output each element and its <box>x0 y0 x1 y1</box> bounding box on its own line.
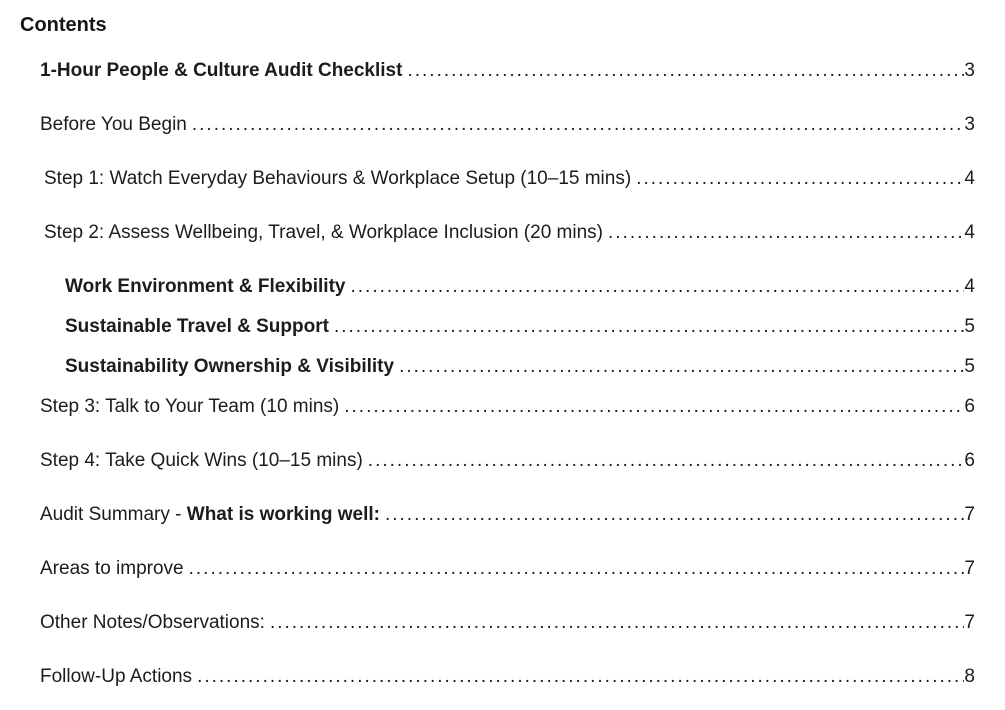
dot-leader <box>329 315 964 339</box>
dot-leader <box>380 503 964 527</box>
dot-leader <box>631 167 964 191</box>
page-number: 6 <box>964 396 975 417</box>
toc-entry[interactable] <box>65 315 975 339</box>
dot-leader <box>402 59 964 83</box>
toc-entry[interactable] <box>40 113 975 137</box>
toc-entry-segment: Step 2: Assess Wellbeing, Travel, & Workplace Inclusion (20 mins) <box>44 222 603 243</box>
page-number: 7 <box>964 504 975 525</box>
toc-entry[interactable] <box>40 395 975 419</box>
toc-entry-label <box>40 503 380 527</box>
dot-leader <box>187 113 965 137</box>
toc-entry-segment: Step 4: Take Quick Wins (10–15 mins) <box>40 450 363 471</box>
toc-entry[interactable] <box>40 665 975 689</box>
toc-entry[interactable] <box>40 59 975 83</box>
toc-entry-label <box>44 167 631 191</box>
page-number: 5 <box>964 356 975 377</box>
page-number: 7 <box>964 612 975 633</box>
toc-entry-segment: Sustainable Travel & Support <box>65 316 329 337</box>
toc-entry-label <box>65 355 394 379</box>
toc-entry-segment: Before You Begin <box>40 114 187 135</box>
toc-list <box>20 59 975 689</box>
toc-entry-label <box>40 395 339 419</box>
dot-leader <box>394 355 964 379</box>
toc-entry[interactable] <box>40 611 975 635</box>
toc-entry-label <box>65 315 329 339</box>
toc-entry[interactable] <box>44 221 975 245</box>
toc-entry-segment: What is working well: <box>186 504 380 525</box>
toc-entry-label <box>40 59 402 83</box>
page-number: 6 <box>964 450 975 471</box>
toc-entry-label <box>40 557 184 581</box>
dot-leader <box>339 395 964 419</box>
toc-entry-segment: Other Notes/Observations: <box>40 612 265 633</box>
toc-entry-segment: Follow-Up Actions <box>40 666 193 687</box>
toc-entry[interactable] <box>40 449 975 473</box>
dot-leader <box>192 665 964 689</box>
page-number: 8 <box>964 666 975 687</box>
toc-entry-label <box>44 221 603 245</box>
dot-leader <box>363 449 965 473</box>
page-number: 4 <box>964 222 975 243</box>
dot-leader <box>184 557 965 581</box>
toc-entry-segment: Step 3: Talk to Your Team (10 mins) <box>40 396 340 417</box>
toc-entry[interactable] <box>65 275 975 299</box>
toc-entry[interactable] <box>40 557 975 581</box>
page-number: 4 <box>964 168 975 189</box>
toc-entry-segment: Sustainability Ownership & Visibility <box>65 356 395 377</box>
page-number: 7 <box>964 558 975 579</box>
page-number: 3 <box>964 114 975 135</box>
dot-leader <box>265 611 964 635</box>
toc-title: Contents <box>20 14 107 36</box>
page-number: 4 <box>964 276 975 297</box>
toc-entry-label <box>40 611 265 635</box>
toc-entry-segment: Audit Summary - <box>40 504 187 525</box>
toc-entry[interactable] <box>40 503 975 527</box>
page-number: 3 <box>964 60 975 81</box>
toc-entry-label <box>40 113 187 137</box>
toc-entry-segment: 1-Hour People & Culture Audit Checklist <box>40 60 403 81</box>
toc-entry-label <box>40 449 363 473</box>
toc-entry[interactable] <box>65 355 975 379</box>
toc-entry-segment: Work Environment & Flexibility <box>65 276 346 297</box>
dot-leader <box>603 221 964 245</box>
page-number: 5 <box>964 316 975 337</box>
dot-leader <box>345 275 964 299</box>
toc-entry-label <box>40 665 192 689</box>
toc-entry[interactable] <box>44 167 975 191</box>
toc-entry-segment: Areas to improve <box>40 558 184 579</box>
toc-entry-segment: Step 1: Watch Everyday Behaviours & Workplace Setup (10–15 mins) <box>44 168 632 189</box>
toc-entry-label <box>65 275 345 299</box>
